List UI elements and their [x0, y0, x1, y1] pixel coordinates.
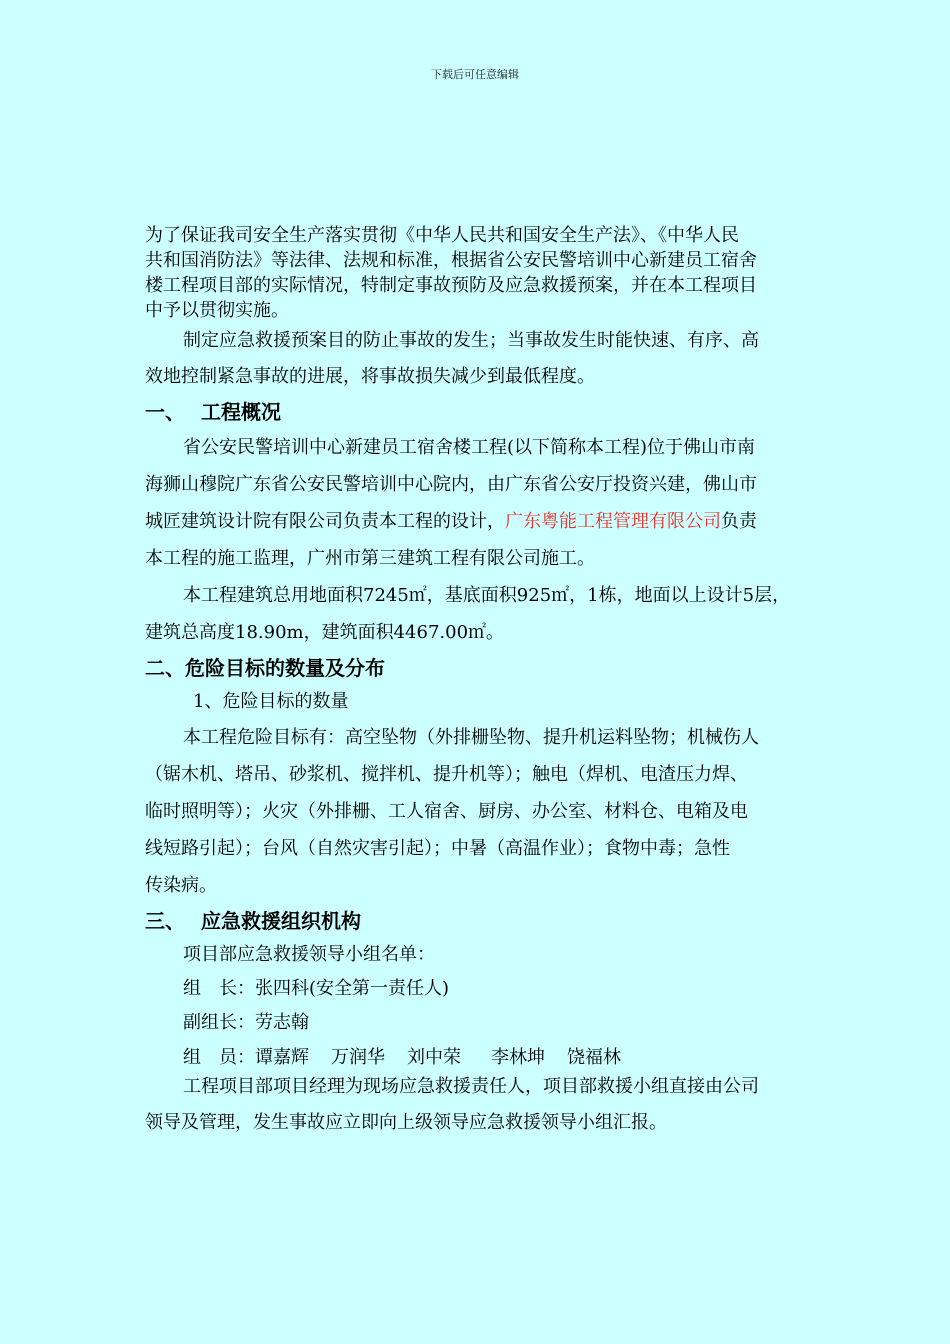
member-name: 万润华	[331, 1047, 385, 1068]
leader-value: 张四科(安全第一责任人)	[255, 978, 450, 999]
section-title: 危险目标的数量及分布	[185, 656, 385, 680]
hazards-paragraph	[145, 719, 825, 904]
member-name: 刘中荣	[407, 1047, 461, 1068]
subsection-title: 1、危险目标的数量	[193, 691, 349, 712]
section-title: 应急救援组织机构	[201, 909, 361, 933]
overview-text: 城匠建筑设计院有限公司负责本工程的设计，	[145, 511, 505, 532]
supervisor-company: 广东粤能工程管理有限公司	[505, 511, 721, 532]
purpose-line: 制定应急救援预案目的防止事故的发生；当事故发生时能快速、有序、高	[183, 330, 759, 351]
document-body	[145, 223, 825, 1141]
members-label: 组 员：	[183, 1047, 255, 1068]
intro-line: 为了保证我司安全生产落实贯彻《中华人民共和国安全生产法》、《中华人民	[145, 225, 739, 246]
intro-line: 楼工程项目部的实际情况，特制定事故预防及应急救援预案，并在本工程项目	[145, 275, 757, 296]
area-paragraph	[145, 577, 825, 651]
purpose-line: 效地控制紧急事故的进展，将事故损失减少到最低程度。	[145, 366, 595, 387]
list-title: 项目部应急救援领导小组名单：	[183, 944, 435, 965]
closing-paragraph	[145, 1070, 825, 1141]
overview-text: 负责	[721, 511, 757, 532]
organization-list	[145, 938, 825, 1070]
hazards-line: 临时照明等）；火灾（外排栅、工人宿舍、厨房、办公室、材料仓、电箱及电	[145, 801, 748, 822]
section-heading-hazards	[145, 651, 825, 685]
hazards-line: （锯木机、塔吊、砂浆机、搅拌机、提升机等）；触电（焊机、电渣压力焊、	[145, 764, 748, 785]
hazards-line: 线短路引起）；台风（自然灾害引起）；中暑（高温作业）；食物中毒；急性	[145, 838, 730, 859]
section-number: 二、	[145, 656, 185, 680]
overview-line: 本工程的施工监理，广州市第三建筑工程有限公司施工。	[145, 548, 595, 569]
section-heading-overview	[145, 395, 825, 429]
area-line: 建筑总高度18.90m，建筑面积4467.00㎡。	[145, 622, 505, 643]
closing-line: 领导及管理，发生事故应立即向上级领导应急救援领导小组汇报。	[145, 1112, 667, 1133]
section-title: 工程概况	[201, 400, 281, 424]
hazards-line: 本工程危险目标有：高空坠物（外排栅坠物、提升机运料坠物；机械伤人	[183, 727, 759, 748]
members-row	[145, 1045, 825, 1070]
purpose-paragraph	[145, 324, 825, 395]
member-name: 谭嘉辉	[255, 1047, 309, 1068]
overview-paragraph	[145, 429, 825, 577]
section-heading-organization	[145, 904, 825, 938]
member-name: 李林坤	[491, 1047, 545, 1068]
intro-line: 中予以贯彻实施。	[145, 300, 289, 321]
leader-row	[145, 972, 825, 1006]
intro-paragraph	[145, 223, 825, 323]
overview-line	[145, 503, 825, 540]
area-line: 本工程建筑总用地面积7245㎡，基底面积925㎡，1栋，地面以上设计5层，	[183, 585, 791, 606]
page-header-note: 下载后可任意编辑	[431, 68, 519, 81]
section-number: 三、	[145, 909, 185, 933]
section-number: 一、	[145, 400, 185, 424]
intro-line: 共和国消防法》等法律、法规和标准，根据省公安民警培训中心新建员工宿舍	[145, 250, 757, 271]
overview-line: 省公安民警培训中心新建员工宿舍楼工程(以下简称本工程)位于佛山市南	[183, 437, 756, 458]
deputy-label: 副组长：	[183, 1012, 255, 1033]
overview-line: 海狮山穆院广东省公安民警培训中心院内，由广东省公安厅投资兴建，佛山市	[145, 474, 757, 495]
deputy-row	[145, 1006, 825, 1040]
leader-label: 组 长：	[183, 978, 255, 999]
member-name: 饶福林	[567, 1047, 621, 1068]
deputy-value: 劳志翰	[255, 1012, 309, 1033]
closing-line: 工程项目部项目经理为现场应急救援责任人，项目部救援小组直接由公司	[183, 1076, 759, 1097]
hazards-line: 传染病。	[145, 875, 217, 896]
